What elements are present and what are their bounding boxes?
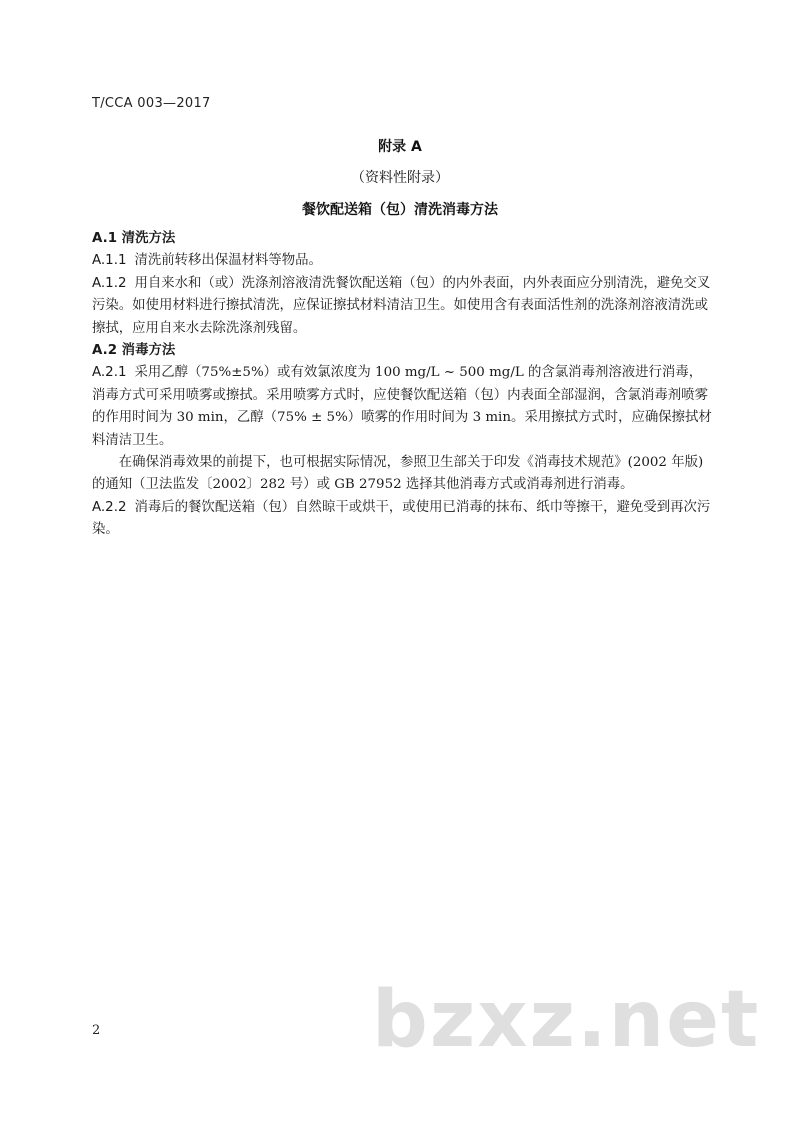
clause-text: 消毒后的餐饮配送箱（包）自然晾干或烘干，或使用已消毒的抹布、纸巾等擦干，避免受到再次污染。 [92, 499, 711, 538]
section-heading-a2: A.2 消毒方法 [92, 343, 176, 359]
page-number: 2 [92, 1023, 101, 1038]
standard-number: T/CCA 003—2017 [92, 96, 211, 111]
clause-number: A.1.1 [92, 253, 127, 269]
annex-name: 餐饮配送箱（包）清洗消毒方法 [302, 202, 498, 218]
clause-a1-2 [92, 273, 712, 340]
clause-a2-1-note: 在确保消毒效果的前提下，也可根据实际情况，参照卫生部关于印发《消毒技术规范》(2002 年版) 的通知（卫法监发〔2002〕282 号）或 GB 27952 选择其他消毒方式或消毒剂进行消毒。 [92, 455, 704, 493]
clause-a2-2 [92, 497, 712, 542]
clause-text: 采用乙醇（75%±5%）或有效氯浓度为 100 mg/L ~ 500 mg/L 的含氯消毒剂溶液进行消毒，消毒方式可采用喷雾或擦拭。采用喷雾方式时，应使餐饮配送箱（包）内表面全部湿润，含氯消毒剂喷雾的作用时间为 30 min，乙醇（75% ± 5%）喷雾的作用时间为 3 min。采用擦拭方式时，应确保擦拭材料清洁卫生。 [92, 365, 712, 448]
clause-number: A.1.2 [92, 275, 127, 291]
clause-text: 用自来水和（或）洗涤剂溶液清洗餐饮配送箱（包）的内外表面，内外表面应分别清洗，避免交叉污染。如使用材料进行擦拭清洗，应保证擦拭材料清洁卫生。如使用含有表面活性剂的洗涤剂溶液清洗或擦拭，应用自来水去除洗涤剂残留。 [92, 275, 711, 336]
clause-a2-1 [92, 362, 712, 452]
watermark-logo: bzxz.net [372, 975, 761, 1065]
clause-number: A.2.2 [92, 499, 127, 515]
clause-text: 清洗前转移出保温材料等物品。 [134, 253, 322, 269]
annex-content [92, 228, 712, 542]
clause-number: A.2.1 [92, 365, 127, 381]
annex-title: 附录 A [378, 139, 422, 155]
section-heading-a1: A.1 清洗方法 [92, 231, 176, 246]
clause-a1-1 [92, 250, 712, 272]
annex-type: （资料性附录） [351, 170, 449, 186]
